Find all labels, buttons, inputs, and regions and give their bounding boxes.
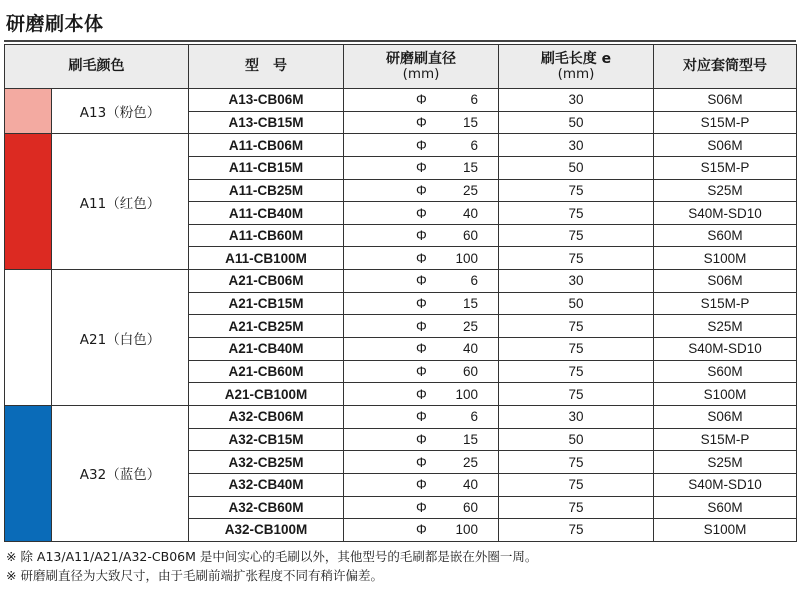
header-diameter <box>344 45 499 89</box>
phi-symbol: Φ <box>416 431 427 447</box>
header-length <box>499 45 654 89</box>
length-cell: 50 <box>499 111 654 134</box>
length-cell: 75 <box>499 224 654 247</box>
phi-symbol: Φ <box>416 228 427 244</box>
diameter-cell <box>344 247 499 270</box>
page-title: 研磨刷本体 <box>6 13 104 35</box>
sleeve-cell: S100M <box>654 247 797 270</box>
sleeve-cell: S06M <box>654 405 797 428</box>
model-cell: A21-CB15M <box>189 292 344 315</box>
length-cell: 30 <box>499 89 654 112</box>
diameter-cell <box>344 179 499 202</box>
table-row <box>5 270 797 293</box>
sleeve-cell: S15M-P <box>654 292 797 315</box>
phi-symbol: Φ <box>416 364 427 379</box>
diameter-cell <box>344 292 499 315</box>
color-swatch <box>5 89 52 134</box>
model-cell: A32-CB25M <box>189 451 344 474</box>
phi-symbol: Φ <box>416 296 427 312</box>
color-group-name: A11（红色） <box>52 134 189 270</box>
diameter-value: 25 <box>462 454 478 470</box>
length-cell: 75 <box>499 338 654 361</box>
footnote-1: ※ 除 A13/A11/A21/A32-CB06M 是中间实心的毛刷以外，其他型号的毛刷都是嵌在外圈一周。 <box>6 549 538 564</box>
diameter-cell <box>344 473 499 496</box>
brush-spec-table <box>4 44 797 542</box>
model-cell: A11-CB25M <box>189 179 344 202</box>
diameter-value: 60 <box>462 499 478 515</box>
sleeve-cell: S15M-P <box>654 428 797 451</box>
diameter-value: 6 <box>470 92 478 108</box>
color-swatch <box>5 405 52 541</box>
header-sleeve: 对应套筒型号 <box>654 45 797 89</box>
sleeve-cell: S15M-P <box>654 156 797 179</box>
length-cell: 75 <box>499 383 654 406</box>
sleeve-cell: S06M <box>654 270 797 293</box>
phi-symbol: Φ <box>416 522 427 538</box>
diameter-cell <box>344 360 499 383</box>
model-cell: A21-CB40M <box>189 338 344 361</box>
title-divider <box>4 40 796 42</box>
diameter-cell <box>344 428 499 451</box>
phi-symbol: Φ <box>416 477 427 493</box>
table-body <box>5 89 797 542</box>
footnote-2: ※ 研磨刷直径为大致尺寸，由于毛刷前端扩张程度不同有稍许偏差。 <box>6 568 383 583</box>
length-cell: 50 <box>499 156 654 179</box>
sleeve-cell: S15M-P <box>654 111 797 134</box>
color-swatch <box>5 270 52 406</box>
phi-symbol: Φ <box>416 409 427 425</box>
diameter-cell <box>344 156 499 179</box>
diameter-value: 100 <box>455 386 478 402</box>
sleeve-cell: S100M <box>654 519 797 542</box>
diameter-cell <box>344 202 499 225</box>
diameter-value: 15 <box>462 114 478 130</box>
length-cell: 75 <box>499 315 654 338</box>
length-cell: 75 <box>499 451 654 474</box>
header-model: 型 号 <box>189 45 344 89</box>
phi-symbol: Φ <box>416 499 427 515</box>
footnotes <box>6 547 537 585</box>
length-cell: 75 <box>499 519 654 542</box>
diameter-value: 6 <box>470 273 478 289</box>
model-cell: A11-CB06M <box>189 134 344 157</box>
diameter-cell <box>344 224 499 247</box>
header-length-label: 刷毛长度 e <box>540 50 612 67</box>
length-cell: 75 <box>499 496 654 519</box>
color-group-name: A13（粉色） <box>52 89 189 134</box>
table-row <box>5 405 797 428</box>
length-cell: 30 <box>499 134 654 157</box>
table-row <box>5 134 797 157</box>
diameter-cell <box>344 383 499 406</box>
diameter-value: 15 <box>462 296 478 312</box>
length-cell: 75 <box>499 473 654 496</box>
color-group-name: A21（白色） <box>52 270 189 406</box>
diameter-cell <box>344 519 499 542</box>
model-cell: A11-CB60M <box>189 224 344 247</box>
header-diameter-unit: (mm) <box>402 65 440 82</box>
diameter-value: 15 <box>462 160 478 176</box>
diameter-cell <box>344 405 499 428</box>
diameter-value: 6 <box>470 409 478 425</box>
header-length-unit: (mm) <box>557 65 595 82</box>
diameter-cell <box>344 134 499 157</box>
phi-symbol: Φ <box>416 454 427 470</box>
length-cell: 50 <box>499 428 654 451</box>
color-group-name: A32（蓝色） <box>52 405 189 541</box>
sleeve-cell: S60M <box>654 224 797 247</box>
diameter-cell <box>344 496 499 519</box>
phi-symbol: Φ <box>416 250 427 266</box>
diameter-cell <box>344 270 499 293</box>
model-cell: A32-CB60M <box>189 496 344 519</box>
diameter-value: 40 <box>462 341 478 357</box>
diameter-value: 100 <box>455 522 478 538</box>
length-cell: 75 <box>499 202 654 225</box>
sleeve-cell: S100M <box>654 383 797 406</box>
sleeve-cell: S25M <box>654 315 797 338</box>
diameter-cell <box>344 315 499 338</box>
length-cell: 30 <box>499 270 654 293</box>
model-cell: A32-CB15M <box>189 428 344 451</box>
diameter-cell <box>344 451 499 474</box>
model-cell: A21-CB25M <box>189 315 344 338</box>
phi-symbol: Φ <box>416 205 427 221</box>
header-diameter-label: 研磨刷直径 <box>386 50 456 67</box>
phi-symbol: Φ <box>416 92 427 108</box>
model-cell: A21-CB100M <box>189 383 344 406</box>
phi-symbol: Φ <box>416 182 427 198</box>
diameter-cell <box>344 89 499 112</box>
model-cell: A21-CB06M <box>189 270 344 293</box>
sleeve-cell: S25M <box>654 179 797 202</box>
phi-symbol: Φ <box>416 341 427 357</box>
sleeve-cell: S25M <box>654 451 797 474</box>
diameter-value: 60 <box>462 228 478 244</box>
diameter-value: 40 <box>462 205 478 221</box>
diameter-value: 60 <box>462 364 478 379</box>
diameter-value: 40 <box>462 477 478 493</box>
model-cell: A21-CB60M <box>189 360 344 383</box>
length-cell: 75 <box>499 179 654 202</box>
model-cell: A13-CB06M <box>189 89 344 112</box>
model-cell: A13-CB15M <box>189 111 344 134</box>
diameter-value: 25 <box>462 318 478 334</box>
diameter-cell <box>344 338 499 361</box>
diameter-value: 6 <box>470 137 478 153</box>
model-cell: A11-CB15M <box>189 156 344 179</box>
sleeve-cell: S40M-SD10 <box>654 202 797 225</box>
model-cell: A11-CB40M <box>189 202 344 225</box>
length-cell: 75 <box>499 360 654 383</box>
model-cell: A32-CB06M <box>189 405 344 428</box>
header-color: 刷毛颜色 <box>5 45 189 89</box>
length-cell: 75 <box>499 247 654 270</box>
sleeve-cell: S06M <box>654 134 797 157</box>
diameter-value: 25 <box>462 182 478 198</box>
sleeve-cell: S40M-SD10 <box>654 473 797 496</box>
length-cell: 30 <box>499 405 654 428</box>
color-swatch <box>5 134 52 270</box>
sleeve-cell: S60M <box>654 496 797 519</box>
table-row <box>5 89 797 112</box>
phi-symbol: Φ <box>416 386 427 402</box>
sleeve-cell: S06M <box>654 89 797 112</box>
model-cell: A11-CB100M <box>189 247 344 270</box>
phi-symbol: Φ <box>416 137 427 153</box>
model-cell: A32-CB100M <box>189 519 344 542</box>
phi-symbol: Φ <box>416 273 427 289</box>
phi-symbol: Φ <box>416 114 427 130</box>
table-header-row <box>5 45 797 89</box>
sleeve-cell: S40M-SD10 <box>654 338 797 361</box>
length-cell: 50 <box>499 292 654 315</box>
diameter-value: 100 <box>455 250 478 266</box>
model-cell: A32-CB40M <box>189 473 344 496</box>
phi-symbol: Φ <box>416 318 427 334</box>
diameter-cell <box>344 111 499 134</box>
phi-symbol: Φ <box>416 160 427 176</box>
diameter-value: 15 <box>462 431 478 447</box>
sleeve-cell: S60M <box>654 360 797 383</box>
